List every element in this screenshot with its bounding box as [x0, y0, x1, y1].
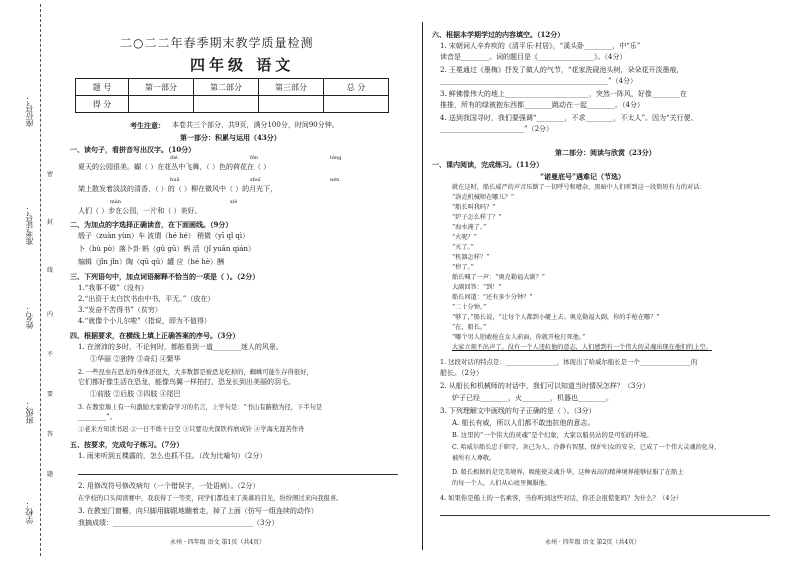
passage-line: “机器怎样？” — [452, 254, 490, 261]
notice-label: 考生注意： — [130, 121, 165, 130]
reading-question: 2. 从船长和机械师的对话中，我们可以知道当时情况怎样？（3分） — [440, 382, 650, 390]
q6-sentence: 4. 送到我国寻时，我们要强调“________，不求________，不太人”。因为“关行便、 — [440, 114, 698, 122]
passage-line: 船长喊了一声：“奥克勒福大副？” — [452, 274, 545, 281]
answer-line[interactable] — [78, 474, 398, 475]
reading-question: 1. 这段对话的特点是：________________，体现出了哈威尔船长是一个________________的 — [440, 358, 698, 366]
reading-question: 船长。（2分） — [440, 369, 483, 377]
score-header-cell: 总 分 — [324, 79, 389, 96]
q6-title: 六、根据本学期学过的内容填空。（12分） — [432, 30, 565, 39]
q4-options: ①老来方知读书迟 ②一日不练十日空 ③只要功夫深铁杵磨成针 ④学海无涯苦作舟 — [78, 426, 305, 433]
exam-title: 二○二二年春季期末教学质量检测 — [120, 36, 314, 50]
passage-line: “停了。” — [452, 264, 474, 271]
passage-line: 大副回答：“到！” — [452, 284, 502, 291]
q1-pinyin: shuǐ — [250, 177, 261, 183]
q6-sentence: ________________________________________________”（4分） — [440, 77, 638, 85]
score-header-cell: 题 号 — [76, 79, 129, 96]
passage-line: 就在这时，船长威严的声音压倒了一切呼号和嘈杂，黑暗中人们听到这一段简短有力的对话： — [452, 184, 706, 191]
score-header-cell: 第一部分 — [129, 79, 194, 96]
seal-char: 线 — [47, 267, 54, 274]
score-cell[interactable] — [194, 96, 259, 113]
q5-sentence: 我摘成绩：________________________________________（3分） — [78, 519, 279, 527]
passage-line: “洛克机械师在哪儿？” — [452, 194, 515, 201]
q3-option: 1.“我事不做”（没有） — [78, 284, 148, 292]
q1-line: 架上散发着淡淡的清香，（ ）的（ ）柳在微风中（ ）的月光下， — [78, 185, 278, 193]
q1-pinyin: huā — [170, 177, 180, 183]
q5-title: 五、按要求，完成句子练习。（7分） — [70, 440, 184, 449]
column-divider — [422, 22, 423, 550]
seal-char: 密 — [47, 171, 54, 178]
page-footer: 永州 · 四年级 语文 第2页（共4页） — [545, 539, 641, 546]
q2-row: 卜（bù pò）落卜卦 蚂（gǔ gū）蚂 活（jǐ yuān qián） — [78, 245, 255, 253]
reading-option: D. 船长根据的是完美境界，吸能使灵魂升华，这种表高的精神境界能够征服了在船上 — [452, 469, 684, 476]
part2-q1-title: 一、课内阅读，完成练习。（11分） — [432, 160, 544, 169]
seal-char: 不 — [47, 351, 54, 358]
passage-line: “灭了。” — [452, 244, 474, 251]
q4-sentence: 它们都好像生活在恐龙，能像鸟翼一样拍打，恐龙长到出美丽的羽毛。 — [78, 378, 295, 386]
seal-char: 封 — [47, 219, 54, 226]
reading-option: C. 哈威尔船长忠于职守，舍己为人，冷静有智慧，保护妇女的安全，已成了一个伟大灵魂的化身， — [452, 444, 721, 451]
q5-sentence: 3. 在教室门窗栅，向只脚用脚跟地蹦着走，掉了上面（仿写一组连续的动作） — [78, 507, 318, 515]
q5-sentence: 在学校的口头阅读赛中，我获得了一等奖，同学们都投来了羡慕的目光，纷纷围过来向我报喜。 — [78, 495, 343, 502]
q1-pinyin: dié — [170, 155, 178, 161]
passage-line: “二十分钟。” — [452, 304, 487, 311]
passage-line: “哪个男人胆敢抢在女人前面，你就开枪打死他。” — [452, 334, 586, 341]
reading-question: 3. 下列理解文中画线的句子正确的是（ ）。（3分） — [440, 407, 596, 415]
q1-line: 夏天的公园很美。蝴（ ）在花丛中飞舞，（ ）色的荷花在（ ） — [78, 163, 271, 171]
q2-row: 缎子（zuàn yùn）车 波谓（hé hé） 稍微（yī qǐ qì） — [78, 232, 250, 240]
q5-sentence: 2. 用修改符号修改病句（一个错误字，一处语病）。（2分） — [78, 482, 260, 490]
q4-options: ①华丽 ②独特 ③奇幻 ④繁华 — [90, 355, 181, 363]
passage-line: “海水淹了。” — [452, 224, 487, 231]
passage-line: “火呢？” — [452, 234, 477, 241]
passage-line: “船长叫我吗？” — [452, 204, 496, 211]
answer-line[interactable] — [440, 515, 770, 516]
passage-line-underlined: 大家立刻不出声了。没有一个人违抗他的意志，人们感到有一个伟大的灵魂出现在他们的上空。 — [452, 344, 712, 351]
score-cell[interactable] — [324, 96, 389, 113]
q1-pinyin: téng — [330, 155, 342, 161]
q5-sentence: 1. 雨来听到五棵露的，怎么也抓不住。（改为比喻句）（2分） — [78, 452, 267, 460]
q6-sentence: 1. 宋朝词人辛弃疾的《清平乐·村居》，“溪头卧________，中“乐” — [440, 42, 641, 50]
q1-pinyin: nèn — [330, 177, 340, 183]
q4-sentence: ________”。 — [78, 413, 117, 421]
q4-sentence: 2. 一些昆虫在恐龙的身体还很大，大多数都是被恐龙吃掉的，蜘蛛可能生存得很好， — [78, 369, 313, 376]
q6-sentence: ________________________”（2分） — [440, 125, 554, 133]
exam-no-label: 准考证号： — [25, 205, 34, 245]
q6-sentence: 2. 王冕通过《墨梅》抒发了做人的气节，“花家洗砚池头树，朵朵花开淡墨痕， — [440, 66, 684, 74]
seal-char: 内 — [47, 311, 54, 318]
q1-pinyin: xiè — [230, 199, 238, 205]
school-label: 学校： — [25, 500, 34, 524]
q1-line: 人们（ ）步在公园，一片和（ ）美好。 — [78, 207, 202, 215]
q1-pinyin: fěn — [250, 155, 259, 161]
part1-heading: 第一部分：积累与运用（43分） — [180, 133, 281, 142]
reading-option: 的每一个人，人们从心底里佩服他。 — [452, 480, 551, 487]
seal-char: 要 — [47, 391, 54, 398]
q3-option: 2.“出资于太白饮书由中书，平无。”（放在） — [78, 295, 215, 303]
q4-title: 四、根据要求，在横线上填上正确答案的序号。（3分） — [70, 331, 240, 340]
q4-sentence: 3. 在教室墙上有一句激励大家勤奋学习的名言，上学句是：“书山有路勤为径，下半句是 — [78, 404, 323, 411]
reading-question: 炉子已经________，火________，机器也________。 — [452, 394, 613, 402]
q1-pinyin: mán — [110, 199, 121, 205]
q6-sentence: 推推，所有的绿被抱东西都________跳动在一起________。（4分） — [440, 101, 644, 109]
passage-line: “够了，”船长说，“让每个人都到小艇上去。奥克勒福大副，你的手枪在哪？” — [452, 314, 660, 321]
seat-label: 座位号： — [25, 95, 34, 127]
q3-option: 4.“就像个小儿尔啦”（指说，即为不值得） — [78, 317, 211, 325]
reading-question: 4. 如果你是船上的一名乘客，当你听到这些对话，你还会很慌张吗？为什么？（4分） — [440, 494, 683, 502]
q4-options: ①前肢 ②后肢 ③四肢 ④尾巴 — [90, 390, 181, 398]
q3-title: 三、下列语句中，加点词语解释不恰当的一项是（ ）。（2分） — [70, 272, 260, 281]
score-header-cell: 第二部分 — [194, 79, 259, 96]
class-label: 班级： — [25, 400, 34, 424]
q2-title: 二、为加点的字选择正确读音，在下面画线。（9分） — [70, 220, 233, 229]
q6-sentence: 3. 鲜佛像伟大的地上________________________，突然一阵风，好像________在 — [440, 90, 687, 98]
passage-title: “诺曼底号”遇难记（节选） — [540, 172, 626, 181]
seal-char: 题 — [47, 471, 54, 478]
notice-text: 本卷共三个部分，共9页，满分100分，时间90分钟。 — [172, 121, 339, 129]
q2-row: 编辑（jǐn jǐn）陶（qū qǔ）罐 应（hé hè）酬 — [78, 258, 225, 266]
score-table — [75, 78, 389, 113]
page-footer: 永州 · 四年级 语文 第1页（共4页） — [170, 539, 266, 546]
q1-title: 一、读句子，看拼音写出汉字。（10分） — [70, 145, 196, 154]
name-label: 姓名： — [25, 305, 34, 329]
q3-option: 3.“发奋不苦得书”（贫穷） — [78, 306, 162, 314]
binding-line — [40, 4, 41, 556]
q4-sentence: 1. 在滂沛的多时，不论何时，都能看到一道________迷人的风景。 — [78, 343, 283, 351]
passage-line: 船长问道：“还有多少分钟？” — [452, 294, 533, 301]
reading-option: 被所有人尊敬。 — [452, 455, 496, 462]
score-row-label: 得 分 — [76, 96, 129, 113]
score-header-cell: 第三部分 — [259, 79, 324, 96]
passage-line: “在，船长。” — [452, 324, 487, 331]
part2-heading: 第二部分：阅读与欣赏（23分） — [555, 148, 656, 157]
score-cell[interactable] — [129, 96, 194, 113]
exam-subtitle: 四年级 语文 — [190, 56, 295, 74]
score-cell[interactable] — [259, 96, 324, 113]
q6-sentence: 读音是________。词的题目是《________________》。（4分） — [440, 53, 627, 61]
seal-char: 答 — [47, 431, 54, 438]
reading-option: A. 船长有威，所以人们都不敢违抗他的意志。 — [452, 419, 595, 427]
reading-option: B. 这里的“一个伟大的灵魂”是个幻象，大家以船员站的是可怕的环境。 — [452, 431, 653, 439]
passage-line: “炉子怎么样了？” — [452, 214, 502, 221]
